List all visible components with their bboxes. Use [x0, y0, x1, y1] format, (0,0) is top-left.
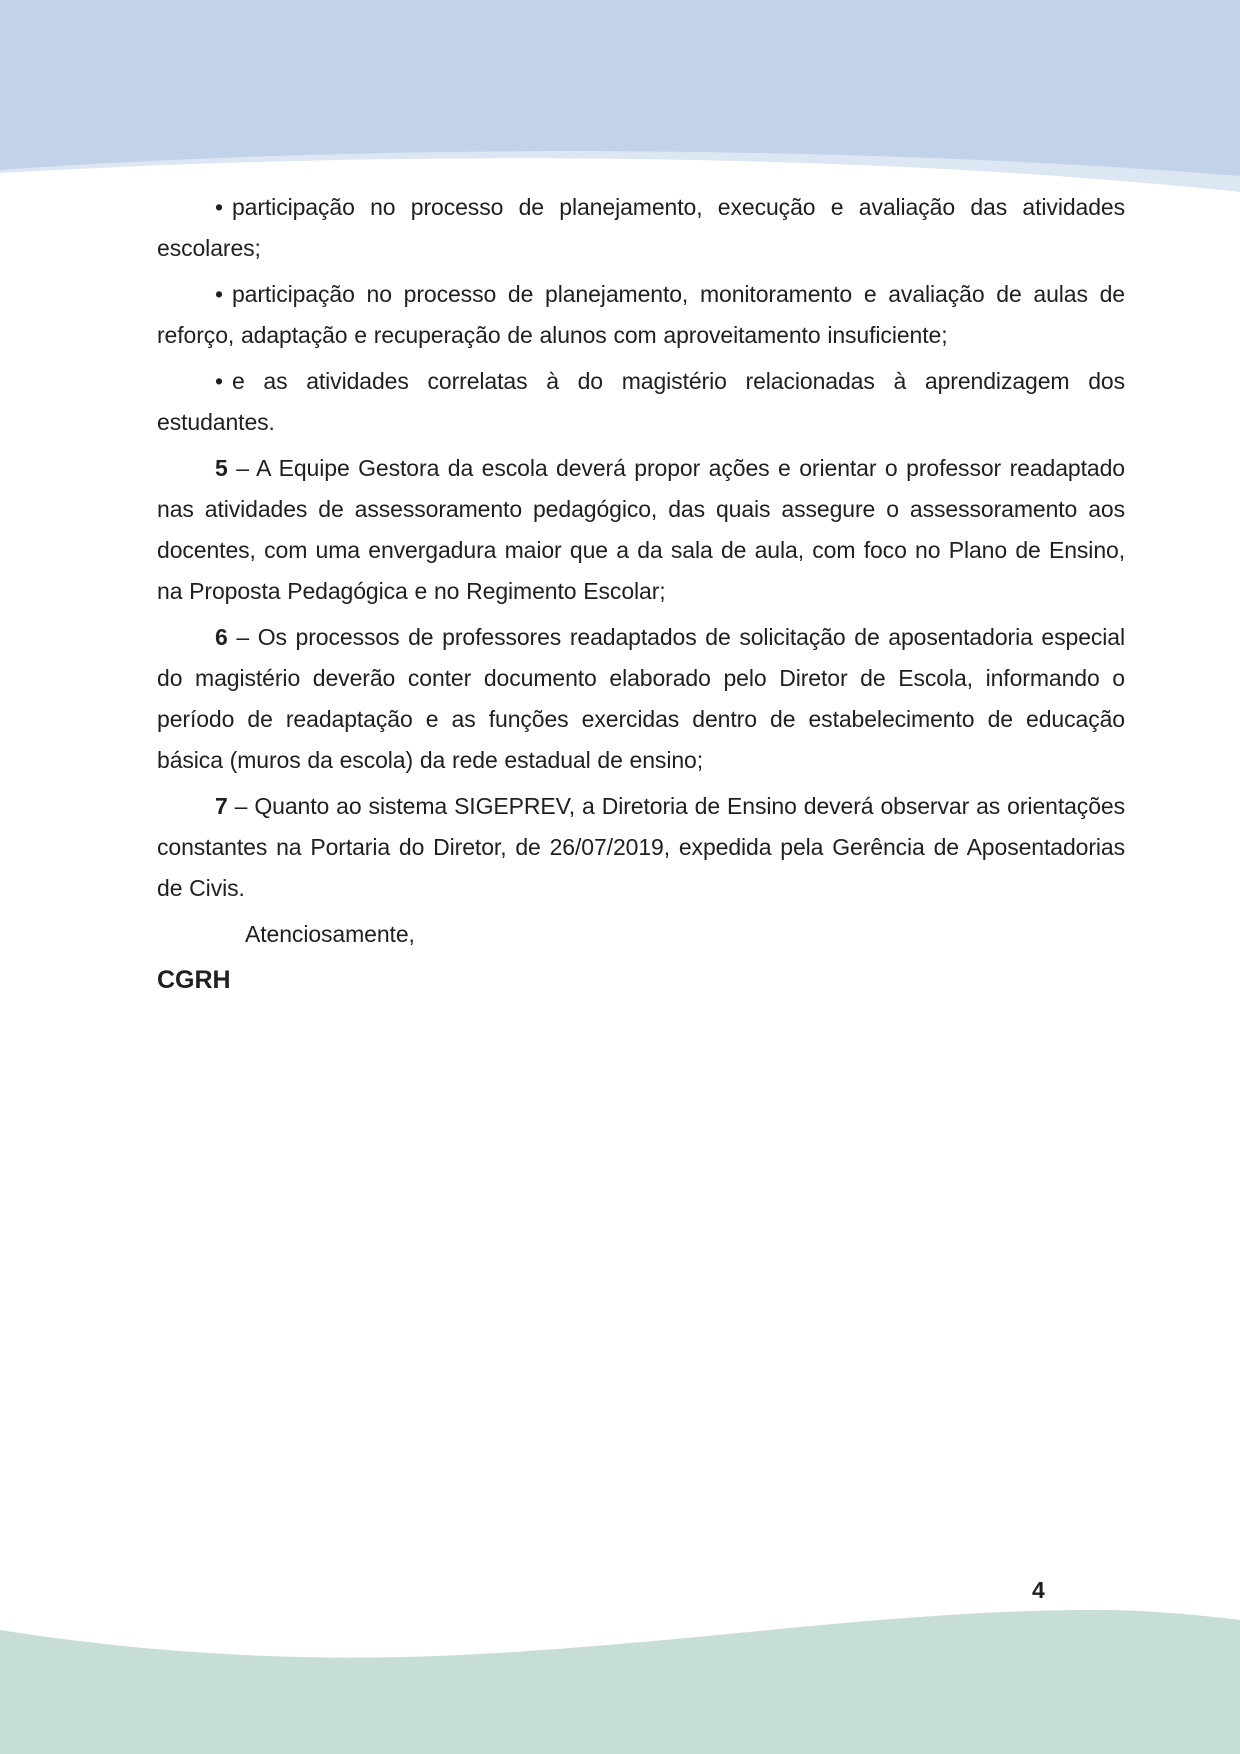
bullet-icon: • — [215, 281, 223, 307]
paragraph-number: 5 — [215, 455, 228, 481]
footer-wave-decoration — [0, 1554, 1240, 1754]
paragraph-text: Quanto ao sistema SIGEPREV, a Diretoria de Ensino deverá observar as orientações constantes na Portaria do Diretor, de 26/07/2019, expedida pela Gerência de Aposentadorias de Civis. — [157, 793, 1125, 901]
footer-wave-layer — [0, 1610, 1240, 1754]
paragraph-text: Os processos de professores readaptados de solicitação de aposentadoria especial do magistério deverão conter documento elaborado pelo Diretor de Escola, informando o período de readaptação e as funções exercidas dentro de estabelecimento de educação básica (muros da escola) da rede estadual de ensino; — [157, 624, 1126, 773]
signature-text: CGRH — [157, 966, 231, 994]
paragraph-numbered-5: 5 – A Equipe Gestora da escola deverá propor ações e orientar o professor readaptado nas atividades de assessoramento pedagógico, das quais assegure o assessoramento aos docentes, com uma envergadura maior que a da sala de aula, com foco no Plano de Ensino, na Proposta Pedagógica e no Regimento Escolar; — [157, 455, 1125, 604]
bullet-icon: • — [215, 368, 223, 394]
bullet-text: e as atividades correlatas à do magistério relacionadas à aprendizagem dos estudantes. — [157, 368, 1125, 435]
paragraph-bullet — [157, 361, 1125, 443]
paragraph-bullet — [157, 187, 1125, 269]
document-paragraphs — [157, 187, 1125, 1001]
paragraph-closing: Atenciosamente, — [245, 921, 415, 947]
bullet-text: participação no processo de planejamento, monitoramento e avaliação de aulas de reforço, adaptação e recuperação de alunos com aproveitamento insuficiente; — [157, 281, 1125, 348]
paragraph-numbered-6: 6 – Os processos de professores readaptados de solicitação de aposentadoria especial do magistério deverão conter documento elaborado pelo Diretor de Escola, informando o período de readaptação e as funções exercidas dentro de estabelecimento de educação básica (muros da escola) da rede estadual de ensino; — [157, 624, 1126, 773]
bullet-text: participação no processo de planejamento, execução e avaliação das atividades escolares; — [157, 194, 1125, 261]
paragraph-number: 6 — [215, 624, 228, 650]
paragraph-text: A Equipe Gestora da escola deverá propor ações e orientar o professor readaptado nas atividades de assessoramento pedagógico, das quais assegure o assessoramento aos docentes, com uma envergadura maior que a da sala de aula, com foco no Plano de Ensino, na Proposta Pedagógica e no Regimento Escolar; — [157, 455, 1125, 604]
bullet-icon: • — [215, 194, 223, 220]
paragraph-numbered-7: 7 – Quanto ao sistema SIGEPREV, a Diretoria de Ensino deverá observar as orientações constantes na Portaria do Diretor, de 26/07/2019, expedida pela Gerência de Aposentadorias de Civis. — [157, 793, 1125, 901]
paragraph-number: 7 — [215, 793, 228, 819]
page-number: 4 — [1032, 1577, 1045, 1603]
paragraph-bullet — [157, 274, 1125, 356]
paragraph-signature — [157, 960, 1125, 1001]
